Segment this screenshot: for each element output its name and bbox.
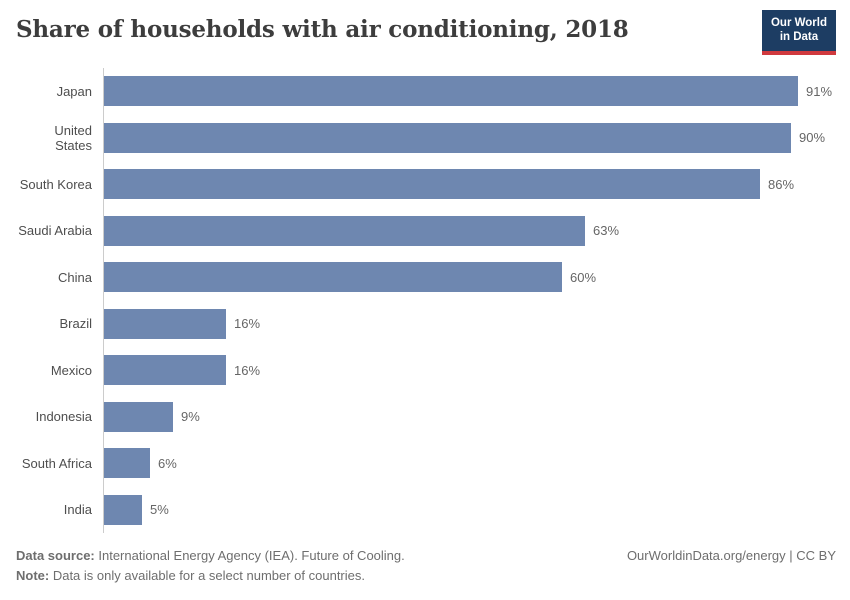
category-label: Mexico (50, 362, 92, 378)
owid-logo-line2: in Data (779, 30, 819, 43)
bar-track (103, 68, 836, 115)
bar[interactable] (104, 355, 226, 385)
category-label: China (58, 269, 92, 285)
bar[interactable] (104, 448, 150, 478)
bar-track (103, 394, 836, 441)
value-label: 86% (768, 176, 795, 192)
bar-track (103, 161, 836, 208)
category-label: Indonesia (35, 409, 92, 425)
bar-row (16, 208, 836, 255)
bar-track (103, 115, 836, 162)
note-text: Data is only available for a select number of countries. (49, 568, 365, 584)
note-line (16, 566, 405, 586)
note-label: Note: (16, 568, 50, 584)
category-label: Saudi Arabia (18, 223, 92, 239)
plot-area (16, 68, 836, 533)
bar[interactable] (104, 262, 562, 292)
value-label: 90% (799, 130, 826, 146)
bar-row (16, 254, 836, 301)
bar[interactable] (104, 169, 760, 199)
bar[interactable] (104, 402, 173, 432)
value-label: 63% (593, 223, 620, 239)
category-label: Brazil (59, 316, 92, 332)
bar-row (16, 68, 836, 115)
bar-row (16, 115, 836, 162)
value-label: 6% (158, 455, 177, 471)
chart-title: Share of households with air conditioning, 2018 (16, 16, 629, 43)
bar-track (103, 254, 836, 301)
bar-row (16, 161, 836, 208)
value-label: 60% (570, 269, 597, 285)
category-label: India (63, 502, 92, 518)
data-source-line (16, 546, 405, 566)
owid-logo[interactable] (762, 10, 836, 55)
bar-row (16, 487, 836, 534)
bar-track (103, 347, 836, 394)
value-label: 5% (150, 502, 169, 518)
bar-row (16, 301, 836, 348)
category-label: United States (54, 122, 92, 153)
bar-row (16, 394, 836, 441)
value-label: 91% (806, 83, 833, 99)
category-label: South Africa (21, 455, 92, 471)
bar[interactable] (104, 309, 226, 339)
footer-credit[interactable]: OurWorldinData.org/energy | CC BY (626, 548, 836, 563)
bar-track (103, 208, 836, 255)
bar-row (16, 347, 836, 394)
bar[interactable] (104, 216, 585, 246)
data-source-text: International Energy Agency (IEA). Future of Cooling. (94, 548, 405, 563)
chart-footer (16, 546, 836, 586)
value-label: 9% (181, 409, 200, 425)
data-source-label: Data source: (16, 548, 95, 563)
footer-left (16, 546, 405, 586)
value-label: 16% (234, 316, 261, 332)
bar-chart (16, 68, 836, 533)
bar[interactable] (104, 76, 798, 106)
category-label: Japan (56, 83, 92, 99)
category-label: South Korea (19, 176, 92, 192)
bar-track (103, 487, 836, 534)
bar[interactable] (104, 495, 142, 525)
owid-logo-line1: Our World (770, 17, 827, 29)
bar-track (103, 440, 836, 487)
value-label: 16% (234, 362, 261, 378)
chart-header (16, 10, 836, 55)
bar-track (103, 301, 836, 348)
bar[interactable] (104, 123, 791, 153)
bar-row (16, 440, 836, 487)
